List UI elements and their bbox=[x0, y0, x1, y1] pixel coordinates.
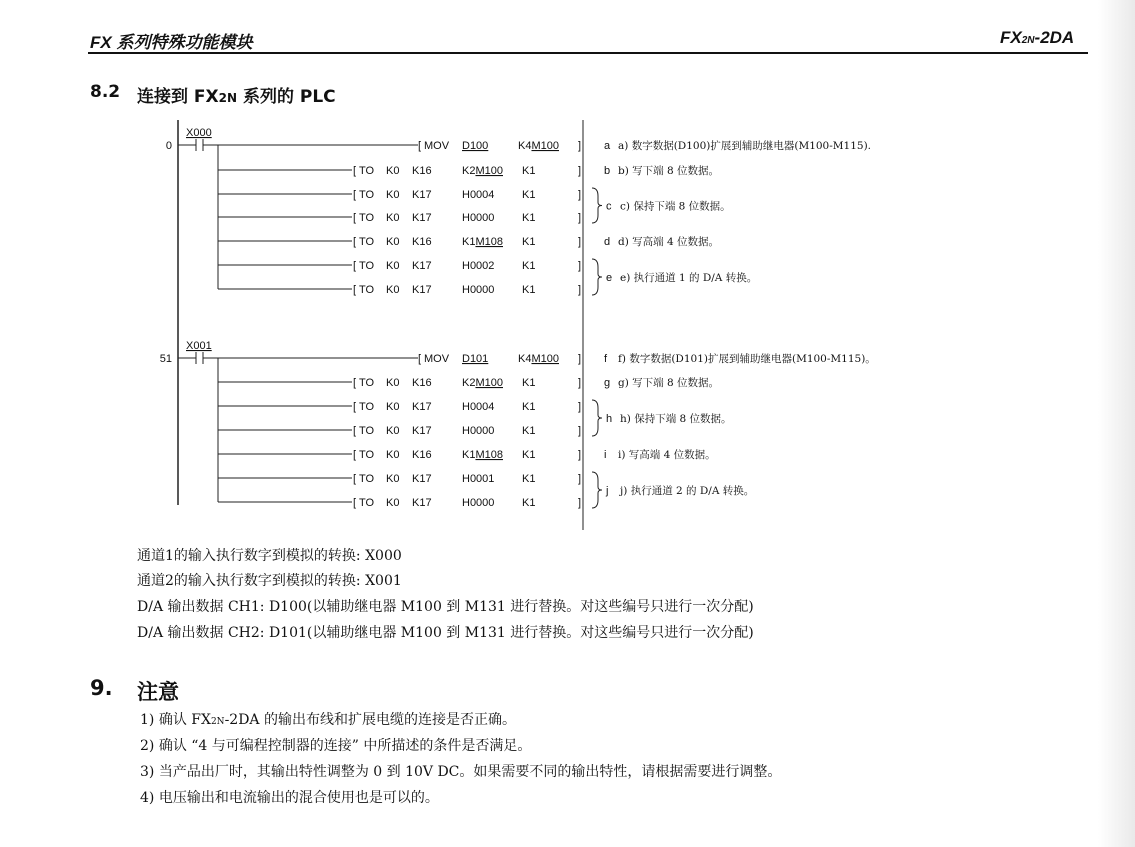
instruction-value: H0000 bbox=[462, 212, 495, 224]
instruction-value: K2M100 bbox=[462, 165, 503, 177]
note-line-2: 通道2的输入执行数字到模拟的转换: X001 bbox=[137, 573, 402, 589]
instruction-bracket: [ bbox=[418, 353, 422, 365]
instruction-bracket: [ bbox=[353, 401, 357, 413]
instruction-op: TO bbox=[359, 449, 375, 461]
header-right-prefix: FX bbox=[1000, 28, 1022, 47]
instruction-value: K2M100 bbox=[462, 377, 503, 389]
instruction-arg: K0 bbox=[386, 497, 400, 509]
comment-letter: b bbox=[604, 165, 611, 177]
instruction-arg: K1 bbox=[522, 260, 536, 272]
contact-label: X001 bbox=[186, 340, 212, 352]
section-8-2-title-suffix: 系列的 PLC bbox=[237, 87, 336, 107]
instruction-bracket: ] bbox=[578, 377, 582, 389]
instruction-arg: K1 bbox=[522, 212, 536, 224]
instruction-bracket: ] bbox=[578, 473, 582, 485]
instruction-bracket: ] bbox=[578, 165, 582, 177]
instruction-value: H0004 bbox=[462, 189, 495, 201]
comment-brace bbox=[592, 259, 602, 295]
instruction-bracket: [ bbox=[418, 140, 422, 152]
instruction-value: K1M108 bbox=[462, 236, 503, 248]
instruction-dst: K4M100 bbox=[518, 140, 559, 152]
instruction-arg: K1 bbox=[522, 236, 536, 248]
instruction-bracket: ] bbox=[578, 449, 582, 461]
instruction-value: H0002 bbox=[462, 260, 495, 272]
contact-label: X000 bbox=[186, 127, 212, 139]
instruction-bracket: [ bbox=[353, 377, 357, 389]
instruction-arg: K16 bbox=[412, 377, 432, 389]
comment-letter: i bbox=[604, 449, 607, 461]
comment-text: i) 写高端 4 位数据。 bbox=[618, 449, 716, 461]
caution-item-1-prefix: 1) 确认 FX bbox=[140, 712, 211, 728]
instruction-arg: K0 bbox=[386, 473, 400, 485]
instruction-arg: K0 bbox=[386, 260, 400, 272]
section-8-2-title-prefix: 连接到 FX bbox=[137, 87, 219, 107]
instruction-arg: K16 bbox=[412, 236, 432, 248]
instruction-arg: K0 bbox=[386, 189, 400, 201]
instruction-arg: K0 bbox=[386, 236, 400, 248]
instruction-arg: K1 bbox=[522, 377, 536, 389]
header-right-sub: 2N bbox=[1021, 35, 1035, 46]
instruction-bracket: [ bbox=[353, 260, 357, 272]
comment-letter: j bbox=[606, 485, 609, 497]
instruction-arg: K0 bbox=[386, 284, 400, 296]
instruction-arg: K0 bbox=[386, 401, 400, 413]
instruction-arg: K1 bbox=[522, 284, 536, 296]
comment-brace bbox=[592, 188, 602, 223]
instruction-bracket: ] bbox=[578, 425, 582, 437]
instruction-bracket: ] bbox=[578, 212, 582, 224]
instruction-arg: K1 bbox=[522, 449, 536, 461]
step-number: 0 bbox=[165, 140, 172, 152]
comment-letter: g bbox=[604, 377, 611, 389]
instruction-bracket: [ bbox=[353, 236, 357, 248]
instruction-bracket: ] bbox=[578, 284, 582, 296]
instruction-bracket: [ bbox=[353, 189, 357, 201]
instruction-arg: K17 bbox=[412, 401, 432, 413]
section-9-title: 注意 bbox=[137, 680, 179, 704]
instruction-arg: K16 bbox=[412, 449, 432, 461]
instruction-arg: K17 bbox=[412, 284, 432, 296]
caution-item-1 bbox=[140, 709, 516, 729]
instruction-value: H0004 bbox=[462, 401, 495, 413]
instruction-arg: K17 bbox=[412, 425, 432, 437]
instruction-arg: K17 bbox=[412, 212, 432, 224]
instruction-arg: K1 bbox=[522, 497, 536, 509]
instruction-arg: K1 bbox=[522, 165, 536, 177]
instruction-op: TO bbox=[359, 473, 375, 485]
section-8-2-title-sub: 2N bbox=[218, 91, 238, 105]
instruction-value: K1M108 bbox=[462, 449, 503, 461]
instruction-op: TO bbox=[359, 212, 375, 224]
instruction-bracket: ] bbox=[578, 189, 582, 201]
header-right-suffix: -2DA bbox=[1034, 28, 1075, 47]
instruction-bracket: [ bbox=[353, 449, 357, 461]
instruction-bracket: ] bbox=[578, 497, 582, 509]
header-left: FX 系列特殊功能模块 bbox=[90, 33, 253, 52]
caution-item-1-suffix: -2DA 的输出布线和扩展电缆的连接是否正确。 bbox=[224, 712, 516, 728]
comment-text: b) 写下端 8 位数据。 bbox=[618, 165, 720, 177]
note-line-1: 通道1的输入执行数字到模拟的转换: X000 bbox=[137, 548, 402, 564]
instruction-op: MOV bbox=[424, 353, 450, 365]
instruction-value: H0000 bbox=[462, 284, 495, 296]
instruction-arg: K1 bbox=[522, 425, 536, 437]
instruction-bracket: ] bbox=[578, 353, 582, 365]
section-9-number: 9. bbox=[90, 676, 113, 700]
instruction-arg: K17 bbox=[412, 497, 432, 509]
comment-letter: a bbox=[604, 140, 611, 152]
instruction-arg: K0 bbox=[386, 212, 400, 224]
instruction-arg: K0 bbox=[386, 377, 400, 389]
instruction-bracket: [ bbox=[353, 165, 357, 177]
instruction-src: D100 bbox=[462, 140, 489, 152]
instruction-arg: K17 bbox=[412, 473, 432, 485]
caution-item-2: 2) 确认 “4 与可编程控制器的连接” 中所描述的条件是否满足。 bbox=[140, 738, 532, 754]
instruction-arg: K0 bbox=[386, 425, 400, 437]
comment-letter: f bbox=[604, 353, 608, 365]
note-line-3: D/A 输出数据 CH1: D100(以辅助继电器 M100 到 M131 进行替换。对这些编号只进行一次分配) bbox=[137, 599, 754, 615]
comment-brace bbox=[592, 472, 602, 508]
instruction-value: H0000 bbox=[462, 425, 495, 437]
comment-letter: c bbox=[606, 200, 612, 213]
instruction-op: TO bbox=[359, 425, 375, 437]
instruction-arg: K16 bbox=[412, 165, 432, 177]
instruction-arg: K17 bbox=[412, 260, 432, 272]
instruction-bracket: [ bbox=[353, 473, 357, 485]
instruction-bracket: ] bbox=[578, 236, 582, 248]
step-number: 51 bbox=[159, 353, 172, 365]
instruction-op: TO bbox=[359, 377, 375, 389]
caution-item-1-sub: 2N bbox=[210, 717, 225, 727]
caution-item-4: 4) 电压输出和电流输出的混合使用也是可以的。 bbox=[140, 790, 439, 806]
comment-text: f) 数字数据(D101)扩展到辅助继电器(M100-M115)。 bbox=[618, 353, 876, 365]
instruction-value: H0001 bbox=[462, 473, 495, 485]
comment-text: g) 写下端 8 位数据。 bbox=[618, 377, 720, 389]
comment-letter: d bbox=[604, 236, 611, 248]
instruction-arg: K1 bbox=[522, 473, 536, 485]
instruction-op: TO bbox=[359, 497, 375, 509]
comment-letter: h bbox=[606, 413, 613, 425]
comment-text: a) 数字数据(D100)扩展到辅助继电器(M100-M115). bbox=[618, 140, 872, 152]
instruction-bracket: [ bbox=[353, 212, 357, 224]
instruction-op: MOV bbox=[424, 140, 450, 152]
instruction-value: H0000 bbox=[462, 497, 495, 509]
instruction-arg: K17 bbox=[412, 189, 432, 201]
comment-text: h) 保持下端 8 位数据。 bbox=[620, 413, 732, 425]
instruction-op: TO bbox=[359, 165, 375, 177]
instruction-op: TO bbox=[359, 284, 375, 296]
comment-brace bbox=[592, 400, 602, 436]
instruction-op: TO bbox=[359, 401, 375, 413]
instruction-bracket: [ bbox=[353, 284, 357, 296]
instruction-bracket: [ bbox=[353, 497, 357, 509]
comment-letter: e bbox=[606, 272, 613, 284]
instruction-op: TO bbox=[359, 189, 375, 201]
instruction-arg: K0 bbox=[386, 165, 400, 177]
instruction-bracket: ] bbox=[578, 401, 582, 413]
note-line-4: D/A 输出数据 CH2: D101(以辅助继电器 M100 到 M131 进行替换。对这些编号只进行一次分配) bbox=[137, 625, 754, 641]
instruction-arg: K0 bbox=[386, 449, 400, 461]
instruction-arg: K1 bbox=[522, 401, 536, 413]
instruction-arg: K1 bbox=[522, 189, 536, 201]
instruction-op: TO bbox=[359, 236, 375, 248]
caution-item-3: 3) 当产品出厂时，其输出特性调整为 0 到 10V DC。如果需要不同的输出特性，请根据需要进行调整。 bbox=[140, 764, 782, 780]
instruction-bracket: ] bbox=[578, 260, 582, 272]
instruction-dst: K4M100 bbox=[518, 353, 559, 365]
instruction-bracket: ] bbox=[578, 140, 582, 152]
comment-text: c) 保持下端 8 位数据。 bbox=[620, 200, 731, 213]
comment-text: e) 执行通道 1 的 D/A 转换。 bbox=[620, 272, 758, 284]
section-8-2-number: 8.2 bbox=[90, 82, 121, 102]
instruction-src: D101 bbox=[462, 353, 489, 365]
comment-text: j) 执行通道 2 的 D/A 转换。 bbox=[620, 485, 755, 497]
instruction-op: TO bbox=[359, 260, 375, 272]
instruction-bracket: [ bbox=[353, 425, 357, 437]
comment-text: d) 写高端 4 位数据。 bbox=[618, 236, 720, 248]
